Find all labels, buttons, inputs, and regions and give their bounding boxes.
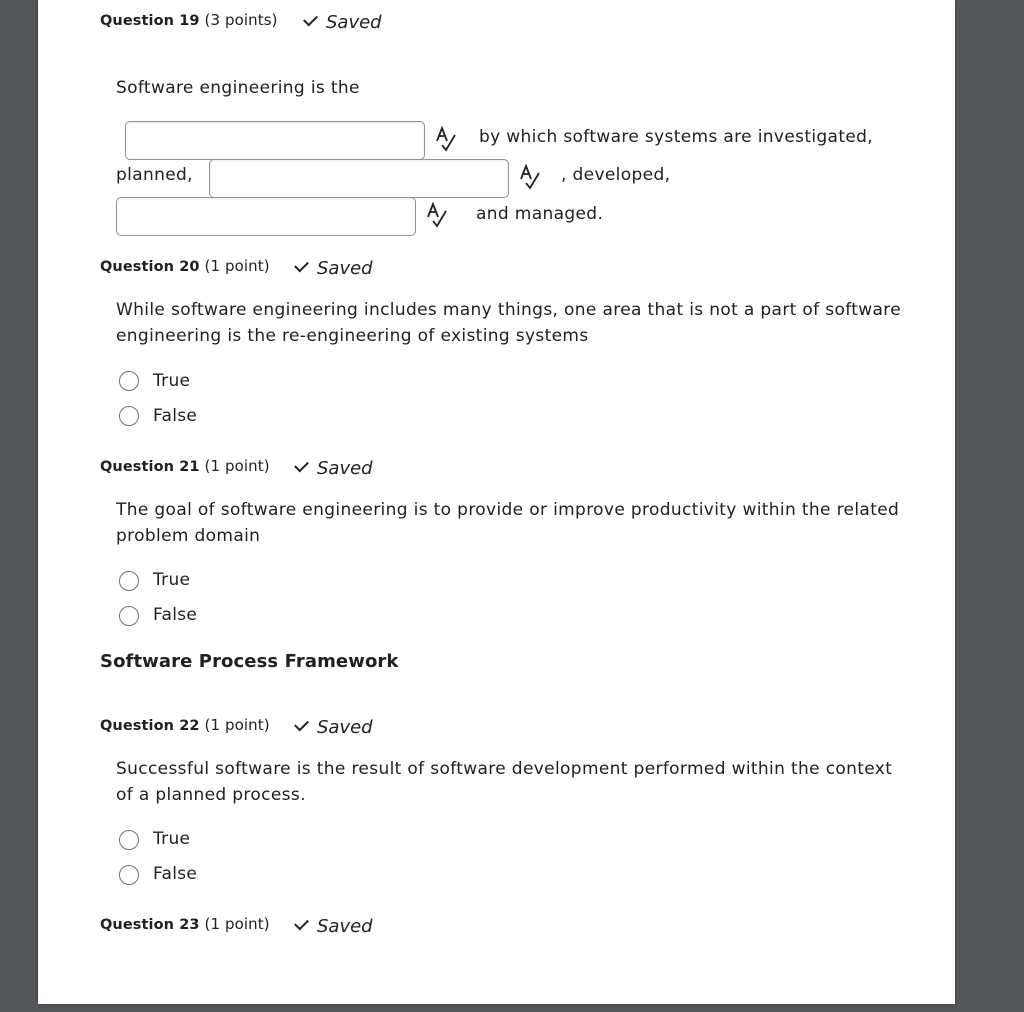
question-points: (3 points) [204,11,278,29]
quiz-page [38,0,955,1004]
option-false-label[interactable]: False [153,605,198,625]
saved-status: Saved [295,916,373,937]
spellcheck-icon[interactable] [518,164,542,190]
option-false-radio[interactable] [119,606,139,626]
question-points: (1 point) [204,915,270,933]
option-true-label[interactable]: True [153,371,191,391]
question-number: Question 20 [100,259,200,275]
question-19-text-4: and managed. [476,204,604,224]
question-19-prompt-start: Software engineering is the [116,78,360,98]
saved-status: Saved [304,12,382,33]
question-19-text-1: by which software systems are investigated, [479,127,874,147]
question-points: (1 point) [204,257,270,275]
spellcheck-icon[interactable] [425,202,449,228]
saved-status: Saved [295,458,373,479]
checkmark-icon [294,458,309,473]
checkmark-icon [294,258,309,273]
question-number: Question 22 [100,718,200,734]
option-true-radio[interactable] [119,830,139,850]
question-20-header [100,257,270,275]
option-false-label[interactable]: False [153,406,198,426]
blank-1-input[interactable] [125,121,425,160]
question-21-header [100,457,270,475]
question-20-prompt-line-1: While software engineering includes many things, one area that is not a part of software [116,300,902,320]
blank-2-input[interactable] [209,159,509,198]
option-false-radio[interactable] [119,406,139,426]
checkmark-icon [294,916,309,931]
section-heading: Software Process Framework [100,651,399,672]
question-22-header [100,716,270,734]
question-21-prompt-line-2: problem domain [116,526,261,546]
checkmark-icon [294,717,309,732]
saved-status: Saved [295,258,373,279]
option-true-label[interactable]: True [153,570,191,590]
checkmark-icon [303,12,318,27]
question-number: Question 19 [100,13,200,29]
spellcheck-icon[interactable] [434,126,458,152]
question-23-header [100,915,270,933]
question-points: (1 point) [204,457,270,475]
option-true-radio[interactable] [119,571,139,591]
option-false-label[interactable]: False [153,864,198,884]
option-true-radio[interactable] [119,371,139,391]
question-number: Question 21 [100,459,200,475]
option-true-label[interactable]: True [153,829,191,849]
saved-status: Saved [295,717,373,738]
question-22-prompt-line-1: Successful software is the result of software development performed within the context [116,759,893,779]
question-number: Question 23 [100,917,200,933]
blank-3-input[interactable] [116,197,416,236]
question-19-header [100,11,278,29]
question-19-text-3: , developed, [561,165,671,185]
question-22-prompt-line-2: of a planned process. [116,785,306,805]
question-21-prompt-line-1: The goal of software engineering is to provide or improve productivity within the related [116,500,900,520]
option-false-radio[interactable] [119,865,139,885]
question-points: (1 point) [204,716,270,734]
question-20-prompt-line-2: engineering is the re-engineering of existing systems [116,326,589,346]
question-19-text-2: planned, [116,165,193,185]
